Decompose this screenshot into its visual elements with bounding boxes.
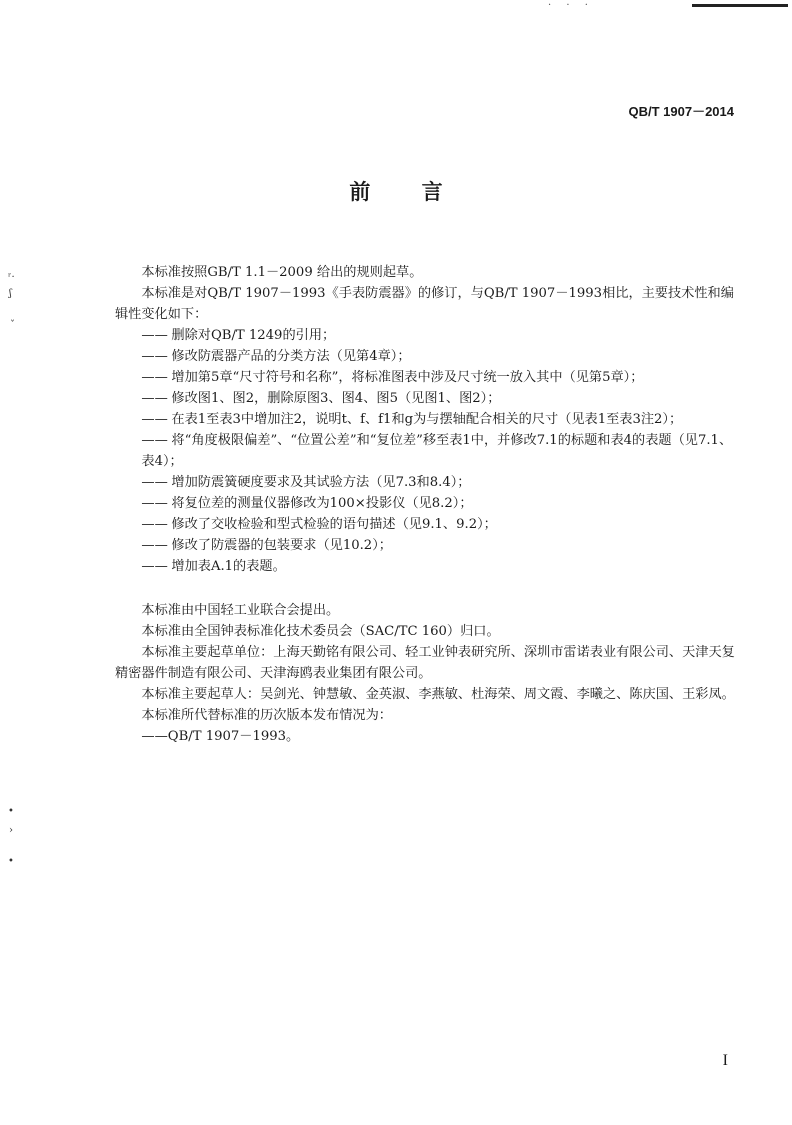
list-item: —— 增加第5章“尺寸符号和名称”，将标准图表中涉及尺寸统一放入其中（见第5章）； [115, 367, 740, 388]
history-entry: ——QB/T 1907－1993。 [141, 729, 300, 744]
list-dash: —— [141, 349, 168, 364]
list-dash: —— [141, 433, 168, 448]
top-rule [692, 4, 788, 7]
list-item: —— 修改防震器产品的分类方法（见第4章）； [115, 346, 740, 367]
list-item: —— 修改图1、图2，删除原图3、图4、图5（见图1、图2）； [115, 388, 740, 409]
standard-code: QB/T 1907－2014 [628, 104, 734, 119]
changes-list [115, 325, 740, 577]
list-item: —— 将“角度极限偏差”、“位置公差”和“复位差”移至表1中，并修改7.1的标题和表4的表题（见7.1、表4）； [115, 430, 740, 472]
list-item: —— 删除对QB/T 1249的引用； [115, 325, 740, 346]
list-item: —— 增加防震簧硬度要求及其试验方法（见7.3和8.4）； [115, 472, 740, 493]
scan-speck: ˇ [10, 320, 15, 331]
intro-paragraph: 本标准是对QB/T 1907－1993《手表防震器》的修订，与QB/T 1907－1993相比，主要技术性和编辑性变化如下： [115, 286, 734, 322]
closing-paragraph: 本标准由中国轻工业联合会提出。 [141, 603, 340, 618]
closing-paragraph: 本标准由全国钟表标准化技术委员会（SAC/TC 160）归口。 [141, 624, 500, 639]
intro-paragraph: 本标准按照GB/T 1.1－2009 给出的规则起草。 [141, 265, 423, 280]
list-item: —— 修改了交收检验和型式检验的语句描述（见9.1、9.2）； [115, 514, 740, 535]
list-dash: —— [141, 538, 168, 553]
list-dash: —— [141, 412, 168, 427]
scan-speck: ʃ [9, 288, 12, 299]
closing-paragraph: 本标准主要起草人：吴剑光、钟慧敏、金英淑、李燕敏、杜海荣、周文霞、李曦之、陈庆国、王彩凤。 [141, 687, 735, 702]
list-item: —— 增加表A.1的表题。 [115, 556, 740, 577]
list-dash: —— [141, 475, 168, 490]
list-dash: —— [141, 391, 168, 406]
scan-speck: • [8, 856, 14, 867]
scan-speck: › [9, 825, 13, 836]
list-dash: —— [141, 559, 168, 574]
foreword-body [115, 262, 740, 747]
page-number: I [722, 1052, 728, 1069]
list-dash: —— [141, 496, 168, 511]
scan-specks: · · · [548, 0, 594, 11]
list-dash: —— [141, 328, 168, 343]
list-item: —— 修改了防震器的包装要求（见10.2）； [115, 535, 740, 556]
scan-speck: • [8, 806, 14, 817]
closing-paragraph: 本标准主要起草单位：上海天勤铭有限公司、轻工业钟表研究所、深圳市雷诺表业有限公司、天津天复精密器件制造有限公司、天津海鸥表业集团有限公司。 [115, 645, 735, 681]
list-item: —— 在表1至表3中增加注2，说明t、f、f1和g为与摆轴配合相关的尺寸（见表1至表3注2）； [115, 409, 740, 430]
list-dash: —— [141, 370, 168, 385]
list-dash: —— [141, 517, 168, 532]
closing-paragraph: 本标准所代替标准的历次版本发布情况为： [141, 708, 392, 723]
page-title: 前 言 [349, 180, 465, 204]
scan-speck: ʳ· [8, 272, 15, 283]
list-item: —— 将复位差的测量仪器修改为100×投影仪（见8.2）； [115, 493, 740, 514]
